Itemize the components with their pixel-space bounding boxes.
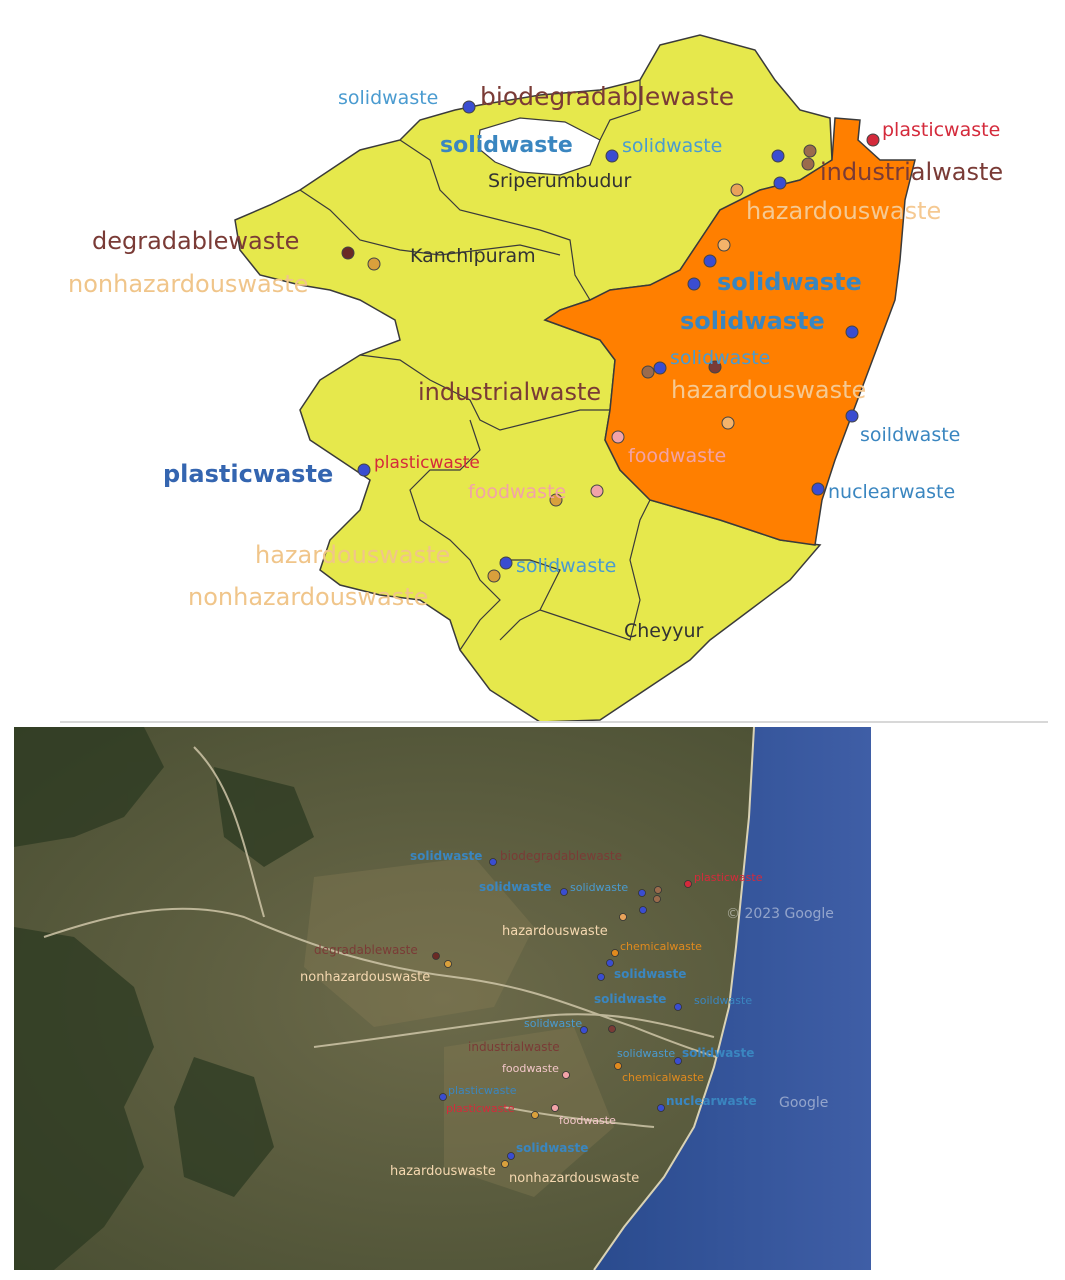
marker-blue[interactable] bbox=[675, 1058, 682, 1065]
marker-blue[interactable] bbox=[598, 974, 605, 981]
marker-blue[interactable] bbox=[508, 1153, 515, 1160]
marker-pink[interactable] bbox=[563, 1072, 570, 1079]
label-nonhazardouswaste: nonhazardouswaste bbox=[188, 583, 429, 611]
marker-tan[interactable] bbox=[532, 1112, 539, 1119]
label-hazardouswaste: hazardouswaste bbox=[502, 924, 608, 939]
label-solidwaste: solidwaste bbox=[680, 307, 825, 335]
label-solidwaste: solidwaste bbox=[524, 1017, 583, 1030]
marker-tan[interactable] bbox=[722, 417, 734, 429]
label-foodwaste: foodwaste bbox=[468, 481, 567, 503]
place-cheyyur: Cheyyur bbox=[624, 620, 704, 642]
marker-blue[interactable] bbox=[704, 255, 716, 267]
label-solidwaste: solidwaste bbox=[594, 992, 667, 1006]
google-watermark: Google bbox=[779, 1095, 829, 1111]
label-solidwaste: solidwaste bbox=[570, 881, 629, 894]
label-solidwaste: solidwaste bbox=[614, 967, 687, 981]
marker-pink[interactable] bbox=[552, 1105, 559, 1112]
marker-blue[interactable] bbox=[658, 1105, 665, 1112]
marker-tan[interactable] bbox=[445, 961, 452, 968]
label-plasticwaste: plasticwaste bbox=[374, 453, 480, 473]
label-solidwaste: solidwaste bbox=[516, 555, 617, 577]
label-plasticwaste: plasticwaste bbox=[694, 871, 763, 884]
marker-blue[interactable] bbox=[490, 859, 497, 866]
marker-blue[interactable] bbox=[846, 410, 858, 422]
label-nonhazardouswaste: nonhazardouswaste bbox=[68, 270, 309, 298]
label-solidwaste: solidwaste bbox=[717, 268, 862, 296]
marker-tan[interactable] bbox=[368, 258, 380, 270]
label-nuclearwaste: nuclearwaste bbox=[828, 481, 956, 503]
marker-brown[interactable] bbox=[642, 366, 654, 378]
label-plasticwaste: plasticwaste bbox=[448, 1084, 517, 1097]
label-biodegradablewaste: biodegradablewaste bbox=[480, 82, 735, 111]
marker-blue[interactable] bbox=[654, 362, 666, 374]
label-hazardouswaste: hazardouswaste bbox=[255, 541, 451, 569]
divider bbox=[60, 721, 1048, 723]
marker-blue[interactable] bbox=[561, 889, 568, 896]
marker-pink[interactable] bbox=[591, 485, 603, 497]
label-soildwaste: soildwaste bbox=[860, 424, 961, 446]
marker-red[interactable] bbox=[867, 134, 879, 146]
label-nonhazardouswaste: nonhazardouswaste bbox=[509, 1171, 640, 1186]
marker-blue[interactable] bbox=[500, 557, 512, 569]
marker-orange[interactable] bbox=[612, 950, 619, 957]
marker-brown[interactable] bbox=[804, 145, 816, 157]
label-degradablewaste: degradablewaste bbox=[314, 943, 418, 957]
label-biodegradablewaste: biodegradablewaste bbox=[500, 849, 623, 863]
label-nonhazardouswaste: nonhazardouswaste bbox=[300, 970, 431, 985]
label-plasticwaste: plasticwaste bbox=[163, 460, 334, 488]
label-solidwaste: solidwaste bbox=[338, 87, 439, 109]
marker-brown[interactable] bbox=[342, 247, 354, 259]
marker-red[interactable] bbox=[685, 881, 692, 888]
marker-pink[interactable] bbox=[612, 431, 624, 443]
label-plasticwaste: plasticwaste bbox=[446, 1102, 515, 1115]
label-industrialwaste: industrialwaste bbox=[468, 1040, 560, 1054]
place-sriperumbudur: Sriperumbudur bbox=[488, 170, 632, 192]
marker-blue[interactable] bbox=[675, 1004, 682, 1011]
place-kanchipuram: Kanchipuram bbox=[410, 245, 536, 267]
marker-brown[interactable] bbox=[609, 1026, 616, 1033]
marker-blue[interactable] bbox=[812, 483, 824, 495]
label-soildwaste: soildwaste bbox=[694, 994, 753, 1007]
label-solidwaste: solidwaste bbox=[682, 1046, 755, 1060]
google-copyright: © 2023 Google bbox=[726, 906, 834, 922]
label-foodwaste: foodwaste bbox=[559, 1114, 616, 1127]
marker-brown[interactable] bbox=[654, 896, 661, 903]
marker-brown[interactable] bbox=[433, 953, 440, 960]
marker-blue[interactable] bbox=[846, 326, 858, 338]
label-hazardouswaste: hazardouswaste bbox=[746, 197, 942, 225]
label-chemicalwaste: chemicalwaste bbox=[620, 940, 702, 953]
label-hazardouswaste: hazardouswaste bbox=[671, 376, 867, 404]
marker-tan[interactable] bbox=[620, 914, 627, 921]
label-solidwaste: solidwaste bbox=[617, 1047, 676, 1060]
marker-orange[interactable] bbox=[615, 1063, 622, 1070]
label-hazardouswaste: hazardouswaste bbox=[390, 1164, 496, 1179]
marker-tan[interactable] bbox=[731, 184, 743, 196]
label-foodwaste: foodwaste bbox=[502, 1062, 559, 1075]
label-chemicalwaste: chemicalwaste bbox=[622, 1071, 704, 1084]
label-solidwaste: solidwaste bbox=[670, 347, 771, 369]
marker-blue[interactable] bbox=[606, 150, 618, 162]
marker-blue[interactable] bbox=[688, 278, 700, 290]
marker-brown[interactable] bbox=[802, 158, 814, 170]
satellite-map bbox=[14, 727, 871, 1270]
label-solidwaste: solidwaste bbox=[622, 135, 723, 157]
label-industrialwaste: industrialwaste bbox=[418, 378, 602, 406]
label-plasticwaste: plasticwaste bbox=[882, 119, 1001, 141]
marker-tan[interactable] bbox=[502, 1161, 509, 1168]
label-solidwaste: solidwaste bbox=[410, 849, 483, 863]
marker-blue[interactable] bbox=[774, 177, 786, 189]
label-solidwaste: solidwaste bbox=[516, 1141, 589, 1155]
marker-blue[interactable] bbox=[640, 907, 647, 914]
marker-blue[interactable] bbox=[358, 464, 370, 476]
label-solidwaste: solidwaste bbox=[440, 133, 573, 158]
marker-blue[interactable] bbox=[607, 960, 614, 967]
marker-blue[interactable] bbox=[440, 1094, 447, 1101]
marker-blue[interactable] bbox=[639, 890, 646, 897]
label-industrialwaste: industrialwaste bbox=[820, 158, 1004, 186]
marker-blue[interactable] bbox=[463, 101, 475, 113]
marker-tan[interactable] bbox=[718, 239, 730, 251]
label-nuclearwaste: nuclearwaste bbox=[666, 1094, 757, 1108]
label-solidwaste: solidwaste bbox=[479, 880, 552, 894]
marker-tan[interactable] bbox=[488, 570, 500, 582]
label-degradablewaste: degradablewaste bbox=[92, 227, 300, 255]
marker-brown[interactable] bbox=[655, 887, 662, 894]
marker-blue[interactable] bbox=[772, 150, 784, 162]
label-foodwaste: foodwaste bbox=[628, 445, 727, 467]
